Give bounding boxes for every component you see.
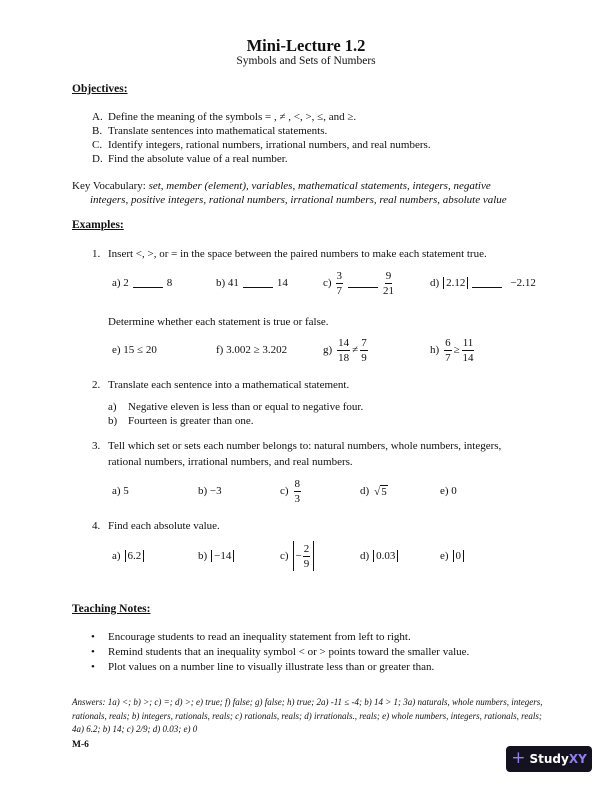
- denominator: 18: [338, 351, 350, 364]
- question-4-prompt: [92, 519, 220, 533]
- absolute-value: 6.2: [125, 550, 145, 562]
- objectives-heading: Objectives:: [72, 83, 128, 95]
- question-number: 3.: [92, 440, 101, 452]
- question-3-prompt-cont: rational numbers, irrational numbers, and real numbers.: [108, 456, 353, 468]
- question-text: Find each absolute value.: [108, 520, 220, 532]
- item-value: 14: [276, 277, 288, 289]
- denominator: 3: [294, 492, 301, 505]
- objective-text: Identify integers, rational numbers, irrational numbers, and real numbers.: [108, 139, 431, 151]
- item-label: b): [108, 415, 118, 427]
- question-text: Tell which set or sets each number belongs to: natural numbers, whole numbers, integers,: [108, 440, 502, 452]
- answer-blank[interactable]: [133, 278, 163, 288]
- objective-item: [92, 124, 327, 138]
- brand-main: Study: [529, 752, 569, 766]
- item-label: h): [430, 344, 440, 356]
- denominator: 21: [383, 284, 395, 297]
- answer-blank[interactable]: [243, 278, 273, 288]
- item-label: c): [280, 485, 289, 497]
- teaching-note-item: [91, 660, 434, 674]
- numerator: 3: [336, 269, 343, 282]
- denominator: 9: [361, 351, 367, 364]
- denominator: 14: [462, 351, 474, 364]
- absolute-value: 0: [453, 550, 465, 562]
- item-label: b) 41: [216, 277, 239, 289]
- numerator: 8: [294, 477, 301, 490]
- objective-text: Translate sentences into mathematical statements.: [108, 125, 328, 137]
- bullet-icon: •: [91, 631, 95, 643]
- q3-item-d: [360, 476, 388, 506]
- fraction: [336, 270, 344, 297]
- item-label: a): [108, 401, 117, 413]
- question-number: 4.: [92, 520, 101, 532]
- objective-item: [92, 152, 288, 166]
- q4-item-b: [198, 541, 234, 571]
- question-number: 2.: [92, 379, 101, 391]
- page-title: Mini-Lecture 1.2: [246, 36, 366, 55]
- q2-item-a: [108, 400, 363, 414]
- numerator: 9: [385, 269, 392, 282]
- q3-item-b: b) −3: [198, 485, 222, 497]
- item-label: a): [112, 550, 121, 562]
- objective-letter: B.: [92, 125, 103, 137]
- fraction: [383, 270, 394, 297]
- question-3-prompt: [92, 439, 501, 453]
- plus-icon: +: [511, 747, 526, 768]
- denominator: 7: [336, 284, 343, 297]
- key-vocabulary-label: Key Vocabulary:: [72, 180, 149, 192]
- objective-text: Define the meaning of the symbols = , ≠ , <, >, ≤, and ≥.: [108, 111, 357, 123]
- q4-item-e: [440, 541, 464, 571]
- item-label: b): [198, 550, 208, 562]
- question-text: Insert <, >, or = in the space between the paired numbers to make each statement true.: [108, 248, 487, 260]
- question-2-prompt: [92, 378, 349, 392]
- q1-item-g: [323, 335, 369, 365]
- question-1-prompt: [92, 247, 487, 261]
- bullet-icon: •: [91, 646, 95, 658]
- item-text: Fourteen is greater than one.: [128, 415, 254, 427]
- fraction: [294, 478, 302, 505]
- absolute-value: [293, 541, 315, 571]
- q3-item-a: a) 5: [112, 485, 129, 497]
- brand-name: [529, 752, 586, 766]
- numerator: 6: [445, 336, 451, 349]
- fraction: [303, 543, 311, 570]
- absolute-value: 0.03: [373, 550, 398, 562]
- key-vocabulary-line2: integers, positive integers, rational numbers, irrational numbers, real numbers, absolute value: [90, 194, 507, 206]
- item-label: d): [360, 485, 370, 497]
- item-label: g): [323, 344, 333, 356]
- radical-icon: √: [374, 485, 381, 498]
- note-text: Plot values on a number line to visually illustrate less than or greater than.: [108, 661, 435, 673]
- q1-item-d: [430, 268, 536, 298]
- objective-text: Find the absolute value of a real number.: [108, 153, 288, 165]
- question-number: 1.: [92, 248, 101, 260]
- item-label: a) 2: [112, 277, 129, 289]
- q4-item-d: [360, 541, 398, 571]
- answer-blank[interactable]: [472, 278, 502, 288]
- true-false-prompt: Determine whether each statement is true or false.: [108, 316, 329, 328]
- q1-item-c: [323, 268, 395, 298]
- objective-item: [92, 110, 356, 124]
- fraction: [360, 337, 368, 364]
- numerator: 14: [338, 336, 350, 349]
- page-number: M-6: [72, 740, 89, 750]
- item-label: c): [280, 550, 289, 562]
- key-vocabulary-line1: [72, 179, 491, 193]
- q1-item-a: [112, 268, 172, 298]
- fraction: [462, 337, 475, 364]
- q1-item-e: e) 15 ≤ 20: [112, 344, 157, 356]
- radicand: 5: [381, 485, 387, 498]
- teaching-note-item: [91, 630, 411, 644]
- item-value: −2.12: [510, 277, 536, 289]
- fraction: [337, 337, 350, 364]
- q1-item-h: [430, 335, 475, 365]
- bullet-icon: •: [91, 661, 95, 673]
- objective-item: [92, 138, 431, 152]
- absolute-value: −14: [211, 550, 234, 562]
- item-value: 8: [166, 277, 173, 289]
- examples-heading: Examples:: [72, 219, 124, 231]
- objective-letter: D.: [92, 153, 103, 165]
- q1-item-b: [216, 268, 288, 298]
- key-vocabulary-terms: set, member (element), variables, mathematical statements, integers, negative: [148, 180, 491, 192]
- item-text: Negative eleven is less than or equal to negative four.: [128, 401, 364, 413]
- numerator: 2: [303, 542, 310, 555]
- fraction: [444, 337, 452, 364]
- note-text: Remind students that an inequality symbol < or > points toward the smaller value.: [108, 646, 470, 658]
- answers-text: Answers: 1a) <; b) >; c) =; d) >; e) true; f) false; g) false; h) true; 2a) -11 ≤ -4; b) 14 > 1; 3a) naturals, whole numbers, integers, rationals, reals; b) integers, rationals, reals; c) rationals, reals; d) irrationals., reals; e) whole numbers, integers, rationals, reals; 4a) 6.2; b) 14; c) 2/9; d) 0.03; e) 0: [72, 697, 543, 734]
- q2-item-b: [108, 414, 254, 428]
- q4-item-a: [112, 541, 144, 571]
- answer-blank[interactable]: [348, 278, 378, 288]
- negative-sign: −: [295, 550, 302, 562]
- item-label: e): [440, 550, 449, 562]
- denominator: 7: [445, 351, 451, 364]
- note-text: Encourage students to read an inequality statement from left to right.: [108, 631, 411, 643]
- objective-letter: C.: [92, 139, 103, 151]
- question-text: Translate each sentence into a mathematical statement.: [108, 379, 350, 391]
- item-label: c): [323, 277, 332, 289]
- numerator: 7: [361, 336, 367, 349]
- numerator: 11: [462, 336, 474, 349]
- teaching-notes-heading: Teaching Notes:: [72, 603, 151, 615]
- item-label: d): [360, 550, 370, 562]
- operator: ≠: [352, 344, 359, 356]
- q4-item-c: [280, 541, 314, 571]
- objective-letter: A.: [92, 111, 103, 123]
- q3-item-e: e) 0: [440, 485, 457, 497]
- q3-item-c: [280, 476, 302, 506]
- teaching-note-item: [91, 645, 469, 659]
- item-label: d): [430, 277, 440, 289]
- studyxy-badge[interactable]: [506, 746, 592, 772]
- q1-item-f: f) 3.002 ≥ 3.202: [216, 344, 288, 356]
- page-subtitle: Symbols and Sets of Numbers: [236, 55, 376, 67]
- operator: ≥: [453, 344, 460, 356]
- denominator: 9: [303, 557, 310, 570]
- brand-accent: XY: [568, 752, 587, 766]
- absolute-value: 2.12: [443, 277, 468, 289]
- square-root: [374, 485, 388, 498]
